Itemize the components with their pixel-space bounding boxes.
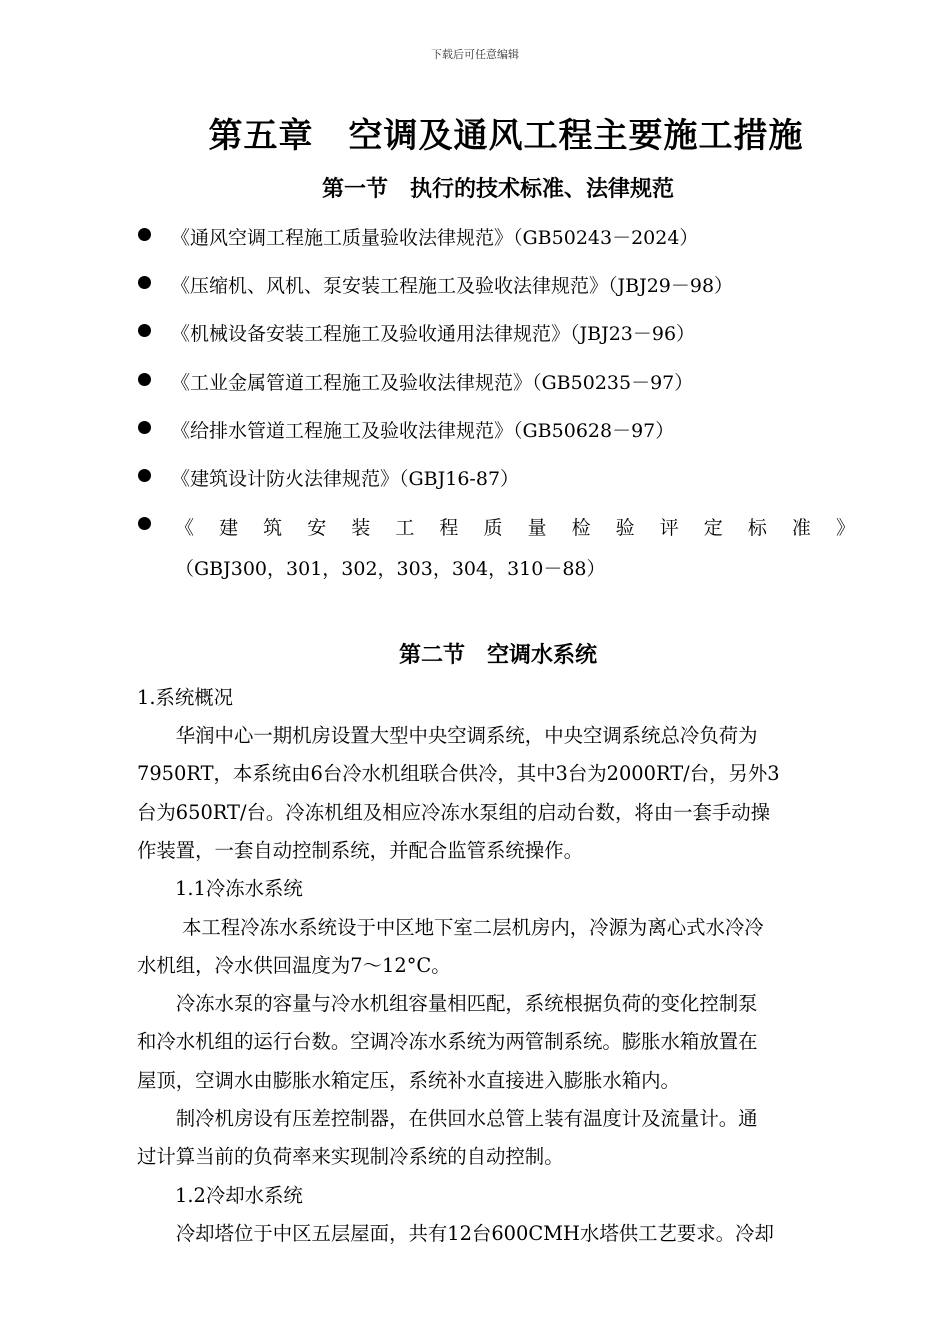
bullet-icon [138,228,151,241]
paragraph-line: 7950RT，本系统由6台冷水机组联合供冷，其中3台为2000RT/台，另外3 [137,762,780,785]
standard-item [138,319,695,346]
char: 标 [747,517,767,539]
paragraph-line: 水机组，冷水供回温度为7～12°C。 [137,954,451,977]
standard-item-last-line2: （GBJ300，301，302，303，304，310－88） [175,558,606,580]
paragraph-line: 华润中心一期机房设置大型中央空调系统，中央空调系统总冷负荷为 [137,724,758,747]
paragraph-line: 过计算当前的负荷率来实现制冷系统的自动控制。 [137,1145,564,1168]
standard-item-last-line1 [175,513,855,540]
standard-item [138,271,733,298]
paragraph-line: 作装置，一套自动控制系统，并配合监管系统操作。 [137,839,583,862]
paragraph-line: 台为650RT/台。冷冻机组及相应冷冻水泵组的启动台数，将由一套手动操 [137,801,771,824]
bullet-icon [138,276,151,289]
char: 安 [307,517,327,539]
char: 准 [791,517,811,539]
char: 评 [659,517,679,539]
section-1-title: 第一节 执行的技术标准、法律规范 [321,177,674,202]
char: 装 [351,517,371,539]
paragraph-line: 屋顶，空调水由膨胀水箱定压，系统补水直接进入膨胀水箱内。 [137,1069,680,1092]
bullet-icon [138,421,151,434]
char: 验 [615,517,635,539]
standard-text: 《压缩机、风机、泵安装工程施工及验收法律规范》（JBJ29－98） [171,275,734,297]
paragraph-line: 冷冻水泵的容量与冷水机组容量相匹配，系统根据负荷的变化控制泵 [137,992,758,1015]
paragraph-line: 制冷机房设有压差控制器，在供回水总管上装有温度计及流量计。通 [137,1107,758,1130]
char: 工 [395,517,415,539]
standard-text: 《机械设备安装工程施工及验收通用法律规范》（JBJ23－96） [171,323,696,345]
char: 》 [835,517,855,539]
bullet-icon [138,517,151,530]
standard-item [138,223,698,250]
char: 量 [527,517,547,539]
standard-text: 《建筑设计防火法律规范》（GBJ16-87） [171,468,520,490]
char: 《 [175,517,195,539]
standard-text: 《工业金属管道工程施工及验收法律规范》（GB50235－97） [171,372,694,394]
paragraph-line: 和冷水机组的运行台数。空调冷冻水系统为两管制系统。膨胀水箱放置在 [137,1030,758,1053]
standard-item [138,416,674,443]
standard-item-bullet [138,513,171,535]
char: 建 [219,517,239,539]
char: 定 [703,517,723,539]
chapter-title: 第五章 空调及通风工程主要施工措施 [208,116,804,156]
bullet-icon [138,373,151,386]
standard-item [138,464,519,491]
heading-cooling-water: 1.2冷却水系统 [175,1184,303,1207]
char: 检 [571,517,591,539]
page-header: 下载后可任意编辑 [431,48,519,61]
standard-item [138,368,693,395]
char: 筑 [263,517,283,539]
paragraph-line: 冷却塔位于中区五层屋面，共有12台600CMH水塔供工艺要求。冷却 [137,1222,774,1245]
heading-system-overview: 1.系统概况 [137,686,234,709]
standard-text: 《给排水管道工程施工及验收法律规范》（GB50628－97） [171,420,675,442]
paragraph-line: 本工程冷冻水系统设于中区地下室二层机房内，冷源为离心式水冷冷 [137,916,764,939]
heading-chilled-water: 1.1冷冻水系统 [175,877,303,900]
char: 质 [483,517,503,539]
bullet-icon [138,324,151,337]
char: 程 [439,517,459,539]
bullet-icon [138,469,151,482]
standard-text: 《通风空调工程施工质量验收法律规范》（GB50243－2024） [171,227,699,249]
section-2-title: 第二节 空调水系统 [398,643,597,668]
